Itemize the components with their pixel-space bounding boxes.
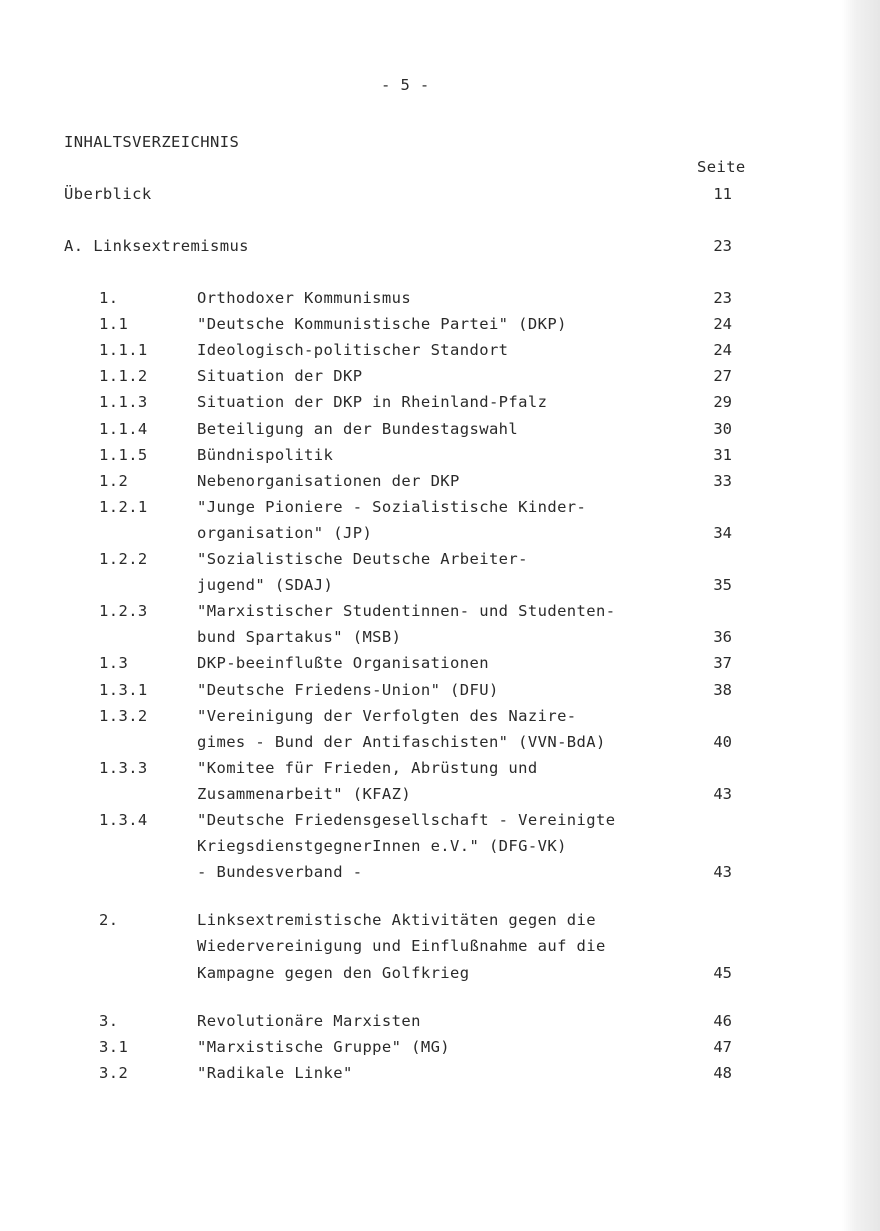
toc-entry-page: 30 — [713, 419, 732, 438]
toc-entry-page: 24 — [713, 341, 732, 360]
toc-entry-number: 1.2.1 — [99, 497, 148, 516]
toc-entry-number: 1.2.2 — [99, 550, 148, 568]
toc-entry-page: 46 — [713, 1011, 732, 1030]
toc-entry-number: 1.3.1 — [99, 680, 148, 699]
toc-entry-number: 1.3.2 — [99, 706, 148, 725]
toc-entry-number: 1.1.5 — [99, 445, 148, 464]
toc-entry-number: 3. — [99, 1011, 119, 1030]
toc-entry-page: 38 — [713, 680, 732, 699]
toc-entry-title-line: Situation der DKP — [197, 367, 363, 386]
toc-entry-number: 1.2 — [99, 471, 129, 490]
toc-entry-page: 35 — [713, 576, 732, 595]
toc-entry-page: 24 — [713, 315, 732, 334]
page-number-marker: - 5 - — [381, 76, 430, 94]
toc-entry-page: 27 — [713, 367, 732, 386]
section-a-page: 23 — [713, 237, 732, 255]
toc-entry-title-line: "Sozialistische Deutsche Arbeiter- — [197, 550, 528, 568]
toc-entry-title-line: "Junge Pioniere - Sozialistische Kinder- — [197, 497, 587, 516]
toc-entry-title-line: jugend" (SDAJ) — [197, 576, 334, 595]
toc-entry-number: 2. — [99, 911, 119, 930]
toc-entry-number: 1.3.3 — [99, 758, 148, 777]
toc-entry-page: 31 — [713, 445, 732, 464]
toc-entry-number: 1.1 — [99, 315, 129, 334]
toc-entry-title-line: "Marxistischer Studentinnen- und Studenten- — [197, 602, 616, 621]
toc-entry-page: 36 — [713, 628, 732, 647]
toc-entry-page: 40 — [713, 732, 732, 751]
toc-entry-title-line: "Komitee für Frieden, Abrüstung und — [197, 758, 538, 777]
page-column-label: Seite — [697, 158, 746, 176]
toc-entry-page: 23 — [713, 289, 732, 307]
toc-entry-page: 33 — [713, 471, 732, 490]
toc-entry-number: 1.2.3 — [99, 602, 148, 621]
toc-entry-title-line: bund Spartakus" (MSB) — [197, 628, 402, 647]
toc-entry-title-line: Situation der DKP in Rheinland-Pfalz — [197, 393, 548, 412]
toc-entry-title-line: "Marxistische Gruppe" (MG) — [197, 1037, 451, 1056]
toc-entry-title-line: organisation" (JP) — [197, 523, 373, 542]
toc-entry-title-line: Bündnispolitik — [197, 445, 334, 464]
toc-entry-page: 47 — [713, 1037, 732, 1056]
toc-entry-title-line: KriegsdienstgegnerInnen e.V." (DFG-VK) — [197, 837, 567, 856]
overview-page: 11 — [713, 185, 732, 203]
toc-entry-number: 3.2 — [99, 1063, 129, 1082]
section-a-label: A. Linksextremismus — [64, 237, 249, 255]
toc-entry-number: 3.1 — [99, 1037, 129, 1056]
toc-entry-number: 1.1.4 — [99, 419, 148, 438]
toc-entry-title-line: Nebenorganisationen der DKP — [197, 471, 460, 490]
toc-entry-title-line: Zusammenarbeit" (KFAZ) — [197, 784, 412, 803]
toc-entry-title-line: Revolutionäre Marxisten — [197, 1011, 421, 1030]
toc-entry-title-line: "Deutsche Friedens-Union" (DFU) — [197, 680, 499, 699]
toc-entry-page: 43 — [713, 784, 732, 803]
toc-entry-title-line: Kampagne gegen den Golfkrieg — [197, 963, 470, 982]
toc-entry-title-line: gimes - Bund der Antifaschisten" (VVN-BdA) — [197, 732, 606, 751]
toc-entry-page: 29 — [713, 393, 732, 412]
toc-entry-number: 1.1.1 — [99, 341, 148, 360]
toc-entry-number: 1.3 — [99, 654, 129, 673]
toc-entry-title-line: Linksextremistische Aktivitäten gegen die — [197, 911, 597, 930]
toc-entry-number: 1.1.2 — [99, 367, 148, 386]
toc-entry-page: 45 — [713, 963, 732, 982]
toc-entry-title-line: "Vereinigung der Verfolgten des Nazire- — [197, 706, 577, 725]
toc-entry-number: 1.3.4 — [99, 811, 148, 829]
toc-entry-title-line: Orthodoxer Kommunismus — [197, 289, 412, 307]
toc-entry-title-line: "Deutsche Friedensgesellschaft - Vereinigte — [197, 811, 616, 829]
toc-entry-page: 37 — [713, 654, 732, 673]
toc-entry-title-line: Wiedervereinigung und Einflußnahme auf die — [197, 937, 606, 956]
toc-entry-number: 1. — [99, 289, 119, 307]
toc-entry-title-line: Ideologisch-politischer Standort — [197, 341, 509, 360]
toc-title: INHALTSVERZEICHNIS — [64, 133, 240, 151]
toc-entry-title-line: DKP-beeinflußte Organisationen — [197, 654, 489, 673]
toc-entry-page: 43 — [713, 863, 732, 882]
toc-entry-title-line: "Radikale Linke" — [197, 1063, 353, 1082]
toc-entry-page: 48 — [713, 1063, 732, 1082]
toc-entry-title-line: "Deutsche Kommunistische Partei" (DKP) — [197, 315, 567, 334]
toc-entry-number: 1.1.3 — [99, 393, 148, 412]
toc-entry-title-line: - Bundesverband - — [197, 863, 363, 882]
toc-entry-title-line: Beteiligung an der Bundestagswahl — [197, 419, 519, 438]
toc-entry-page: 34 — [713, 523, 732, 542]
overview-label: Überblick — [64, 185, 152, 203]
